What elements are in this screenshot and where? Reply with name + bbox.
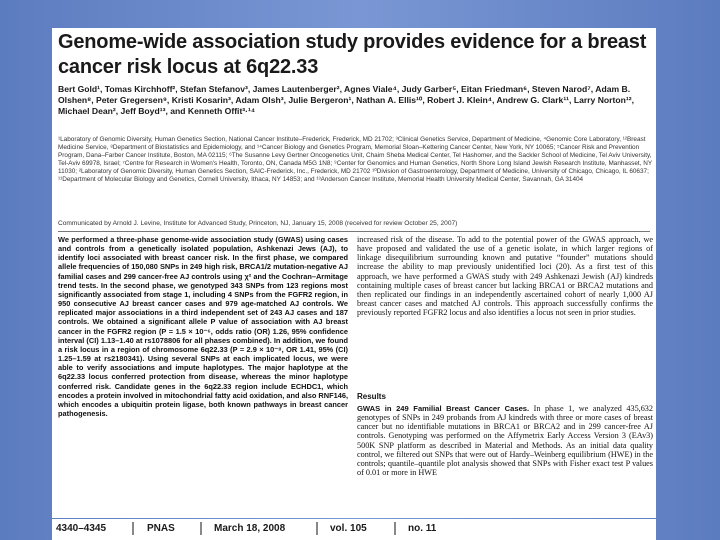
paper-title: Genome-wide association study provides evidence for a breast cancer risk locus at 6q22.33 [58,31,647,78]
footer-separator [200,522,202,535]
paper-page [52,28,656,518]
footer-date: March 18, 2008 [214,523,286,534]
abstract: We performed a three-phase genome-wide association study (GWAS) using cases and controls from a genetically isolated population, Ashkenazi Jews (AJ), to identify loci associated with breast cancer risk. In the first phase, we compared allele frequencies of 150,080 SNPs in 249 high risk, BRCA1/2 mutation-negative AJ familial cases and 299 cancer-free AJ controls using χ² and the Cochran–Armitage trend tests. In the second phase, we genotyped 343 SNPs from 123 regions most significantly associated from stage 1, including 4 SNPs from the FGFR2 region, in 950 consecutive AJ breast cancer cases and 979 age-matched AJ controls. We replicated major associations in a third independent set of 243 AJ cases and 187 controls. We obtained a significant allele P value of association with AJ breast cancer in the FGFR2 region (P = 1.5 × 10⁻⁶, odds ratio (OR) 1.26, 95% confidence interval (CI) 1.13–1.40 at rs1078806 for all phases combined). In addition, we found a risk locus in a region of chromosome 6q22.33 (P = 2.9 × 10⁻⁸, OR 1.41, 95% (CI) 1.25–1.59 at rs2180341). Using several SNPs at each implicated locus, we were able to verify associations and impute haplotypes. The major haplotype at the 6q22.33 locus conferred protection from disease, whereas the minor haplotype conferred risk. Candidate genes in the 6q22.33 region include ECHDC1, which encodes a protein involved in mitochondrial fatty acid oxidation, and also RNF146, which encodes a ubiquitin protein ligase, both known pathways in breast cancer pathogenesis. [58,235,348,418]
footer-journal: PNAS [147,523,175,534]
footer-separator [132,522,134,535]
results-text: In phase 1, we analyzed 435,632 genotypes of SNPs in 249 probands from AJ kindreds with three or more cases of breast cancer but no identifiable mutations in BRCA1 or BRCA2 and in 299 cancer-free AJ controls. Genotyping was performed on the Affymetrix Early Access Version 3 (EAv3) 500K SNP platform as described in Material and Methods. As an initial data quality control, we filtered out SNPs that were out of Hardy–Weinberg equilibrium (HWE) in the controls; quantile–quantile plot analysis showed that SNPs with Fisher exact test P values of 0.01 or more in HWE [357,404,653,478]
footer-separator [394,522,396,535]
communicated-line: Communicated by Arnold J. Levine, Institute for Advanced Study, Princeton, NJ, January 15, 2008 (received for review October 25, 2007) [58,220,458,227]
footer-pages: 4340–4345 [56,523,107,534]
results-subheading: GWAS in 249 Familial Breast Cancer Cases. [357,404,530,413]
affiliations: ¹Laboratory of Genomic Diversity, Human Genetics Section, National Cancer Institute–Frederick, Frederick, MD 21702; ³Clinical Genetics Service, Department of Medicine, ⁴Genomic Core Laboratory, ¹²Breast Medicine Service, ⁸Department of Biostatistics and Epidemiology, and ¹⁴Cancer Biology and Genetics Program, Memorial Sloan–Kettering Cancer Center, New York, NY 10065; ⁵Cancer Risk and Prevention Program, Dana–Farber Cancer Institute, Boston, MA 02115; ⁶The Susanne Levy Gertner Oncogenetics Unit, Chaim Sheba Medical Center, Tel Hashomer, and the Sackler School of Medicine, Tel Aviv University, Tel-Aviv 69978, Israel; ⁷Centre for Research in Women's Health, Toronto, ON, Canada M5G 1N8; ⁹Center for Genomics and Human Genetics, North Shore Long Island Jewish Research Institute, Manhasset, NY 11030; ²Laboratory of Genomic Diversity, Human Genetics Section, SAIC-Frederick, Inc., Frederick, MD 21702 ¹⁰Division of Gastroenterology, Department of Medicine, University of Chicago, Chicago, IL 60637; ¹¹Department of Molecular Biology and Genetics, Cornell University, Ithaca, NY 14853; and ¹³Anderson Cancer Institute, Memorial Health University Medical Center, Savannah, GA 31404 [58,136,653,183]
journal-footer [52,519,656,540]
intro-text: increased risk of the disease. To add to the potential power of the GWAS approach, we have proposed and validated the use of a genetic isolate, in which larger regions of linkage disequilibrium surrounding known and putative “founder” mutations should increase the ability to map previously unidentified loci (20). As a first test of this approach, we have performed a GWAS study with 249 Ashkenazi Jewish (AJ) kindreds containing multiple cases of breast cancer but lacking BRCA1 or BRCA2 mutations and then replicated our findings in an independently ascertained cohort of nearly 1,000 AJ breast cancer cases and matched AJ controls. This approach successfully confirms the previously reported FGFR2 locus and also identifies a locus not seen in prior studies. [357,235,653,318]
footer-volume: vol. 105 [330,523,367,534]
footer-issue: no. 11 [408,523,437,534]
divider [58,231,650,232]
author-list: Bert Gold¹, Tomas Kirchhoff², Stefan Stefanov³, James Lautenberger², Agnes Viale⁴, Judy Garber⁵, Eitan Friedman⁶, Steven Narod⁷, Adam B. Olshen⁸, Peter Gregersen⁹, Kristi Kosarin³, Adam Olsh³, Julie Bergeron¹, Nathan A. Ellis¹⁰, Robert J. Klein⁴, Andrew G. Clark¹¹, Larry Norton¹², Michael Dean², Jeff Boyd¹³, and Kenneth Offit³·¹⁴ [58,84,634,116]
results-section [357,404,653,477]
results-heading: Results [357,392,386,401]
footer-separator [316,522,318,535]
